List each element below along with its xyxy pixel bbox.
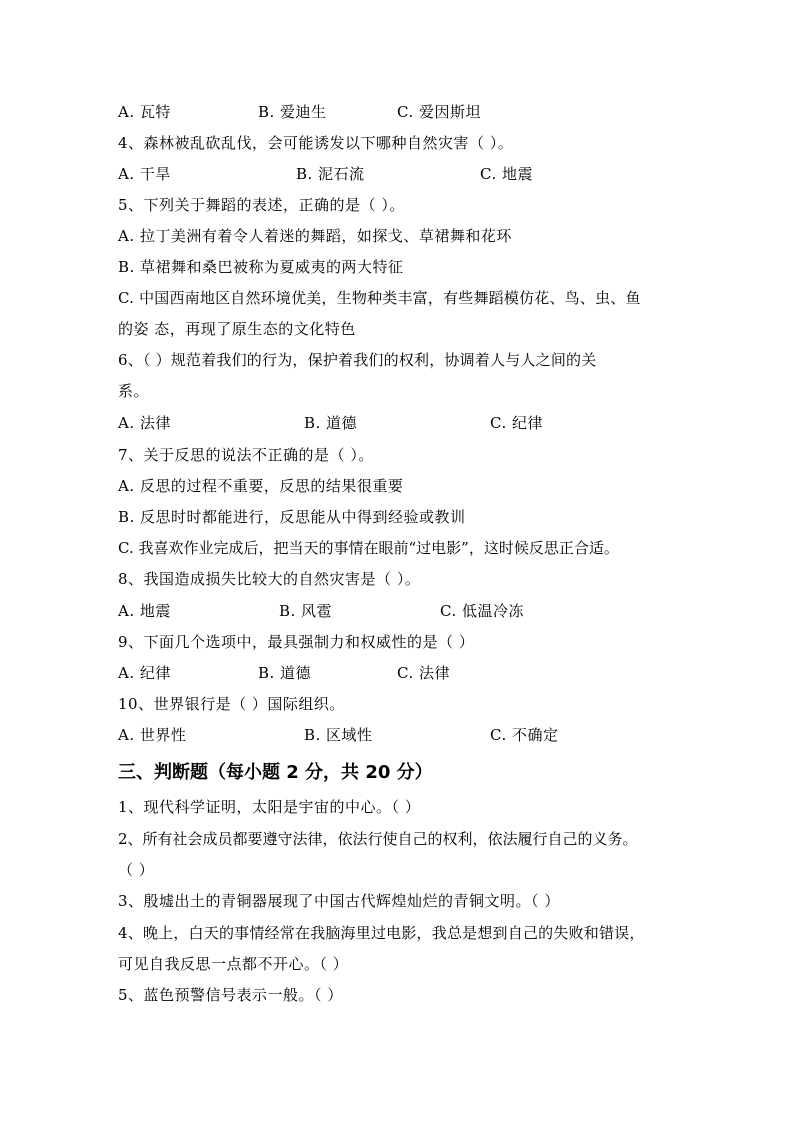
q10-option-b: B. 区域性 [304, 726, 373, 744]
q9-option-c: C. 法律 [397, 664, 450, 682]
judge-item-5: 5、蓝色预警信号表示一般。（ ） [118, 986, 343, 1004]
q3-option-c: C. 爱因斯坦 [397, 103, 481, 121]
q7-option-b: B. 反思时时都能进行，反思能从中得到经验或教训 [118, 508, 466, 526]
q5-option-b: B. 草裙舞和桑巴被称为夏威夷的两大特征 [118, 258, 404, 276]
q4-option-c: C. 地震 [480, 165, 533, 183]
q8-option-c: C. 低温冷冻 [440, 602, 524, 620]
q9-option-a: A. 纪律 [118, 664, 171, 682]
q5-option-a: A. 拉丁美洲有着令人着迷的舞蹈，如探戈、草裙舞和花环 [118, 227, 512, 245]
q5-stem: 5、下列关于舞蹈的表述，正确的是（ ）。 [118, 196, 405, 214]
judge-item-4-line2: 可见自我反思一点都不开心。（ ） [118, 955, 349, 973]
q5-option-c-line1: C. 中国西南地区自然环境优美，生物种类丰富，有些舞蹈模仿花、鸟、虫、鱼 [118, 289, 641, 307]
judge-item-3: 3、殷墟出土的青铜器展现了中国古代辉煌灿烂的青铜文明。（ ） [118, 892, 560, 910]
q9-stem: 9、下面几个选项中，最具强制力和权威性的是（ ） [118, 633, 475, 651]
q9-option-b: B. 道德 [258, 664, 312, 682]
q10-option-a: A. 世界性 [118, 726, 187, 744]
q8-option-b: B. 风雹 [279, 602, 333, 620]
q4-stem: 4、森林被乱砍乱伐，会可能诱发以下哪种自然灾害（ ）。 [118, 134, 514, 152]
q6-stem-line2: 系。 [118, 382, 150, 400]
q8-option-a: A. 地震 [118, 602, 171, 620]
q10-option-c: C. 不确定 [490, 726, 559, 744]
q8-stem: 8、我国造成损失比较大的自然灾害是（ ）。 [118, 570, 421, 588]
q10-stem: 10、世界银行是（ ）国际组织。 [118, 695, 345, 713]
judge-item-1: 1、现代科学证明，太阳是宇宙的中心。（ ） [118, 798, 421, 816]
q7-option-a: A. 反思的过程不重要，反思的结果很重要 [118, 477, 404, 495]
q5-option-c-line2: 的姿 态，再现了原生态的文化特色 [118, 320, 356, 338]
judge-item-2-line1: 2、所有社会成员都要遵守法律，依法行使自己的权利，依法履行自己的义务。 [118, 830, 638, 848]
q3-option-b: B. 爱迪生 [258, 103, 327, 121]
judge-item-2-line2: （ ） [118, 861, 155, 879]
q4-option-a: A. 干旱 [118, 165, 171, 183]
judge-item-4-line1: 4、晚上，白天的事情经常在我脑海里过电影，我总是想到自己的失败和错误， [118, 924, 645, 942]
q6-option-a: A. 法律 [118, 414, 171, 432]
q6-stem-line1: 6、（ ）规范着我们的行为，保护着我们的权利，协调着人与人之间的关 [118, 351, 597, 369]
q6-option-b: B. 道德 [304, 414, 358, 432]
q6-option-c: C. 纪律 [490, 414, 543, 432]
q7-stem: 7、关于反思的说法不正确的是（ ）。 [118, 446, 374, 464]
q3-option-a: A. 瓦特 [118, 103, 171, 121]
q4-option-b: B. 泥石流 [296, 165, 365, 183]
q7-option-c: C. 我喜欢作业完成后，把当天的事情在眼前“过电影”，这时候反思正合适。 [118, 539, 619, 557]
section3-heading: 三、判断题（每小题 2 分，共 20 分） [118, 762, 433, 783]
